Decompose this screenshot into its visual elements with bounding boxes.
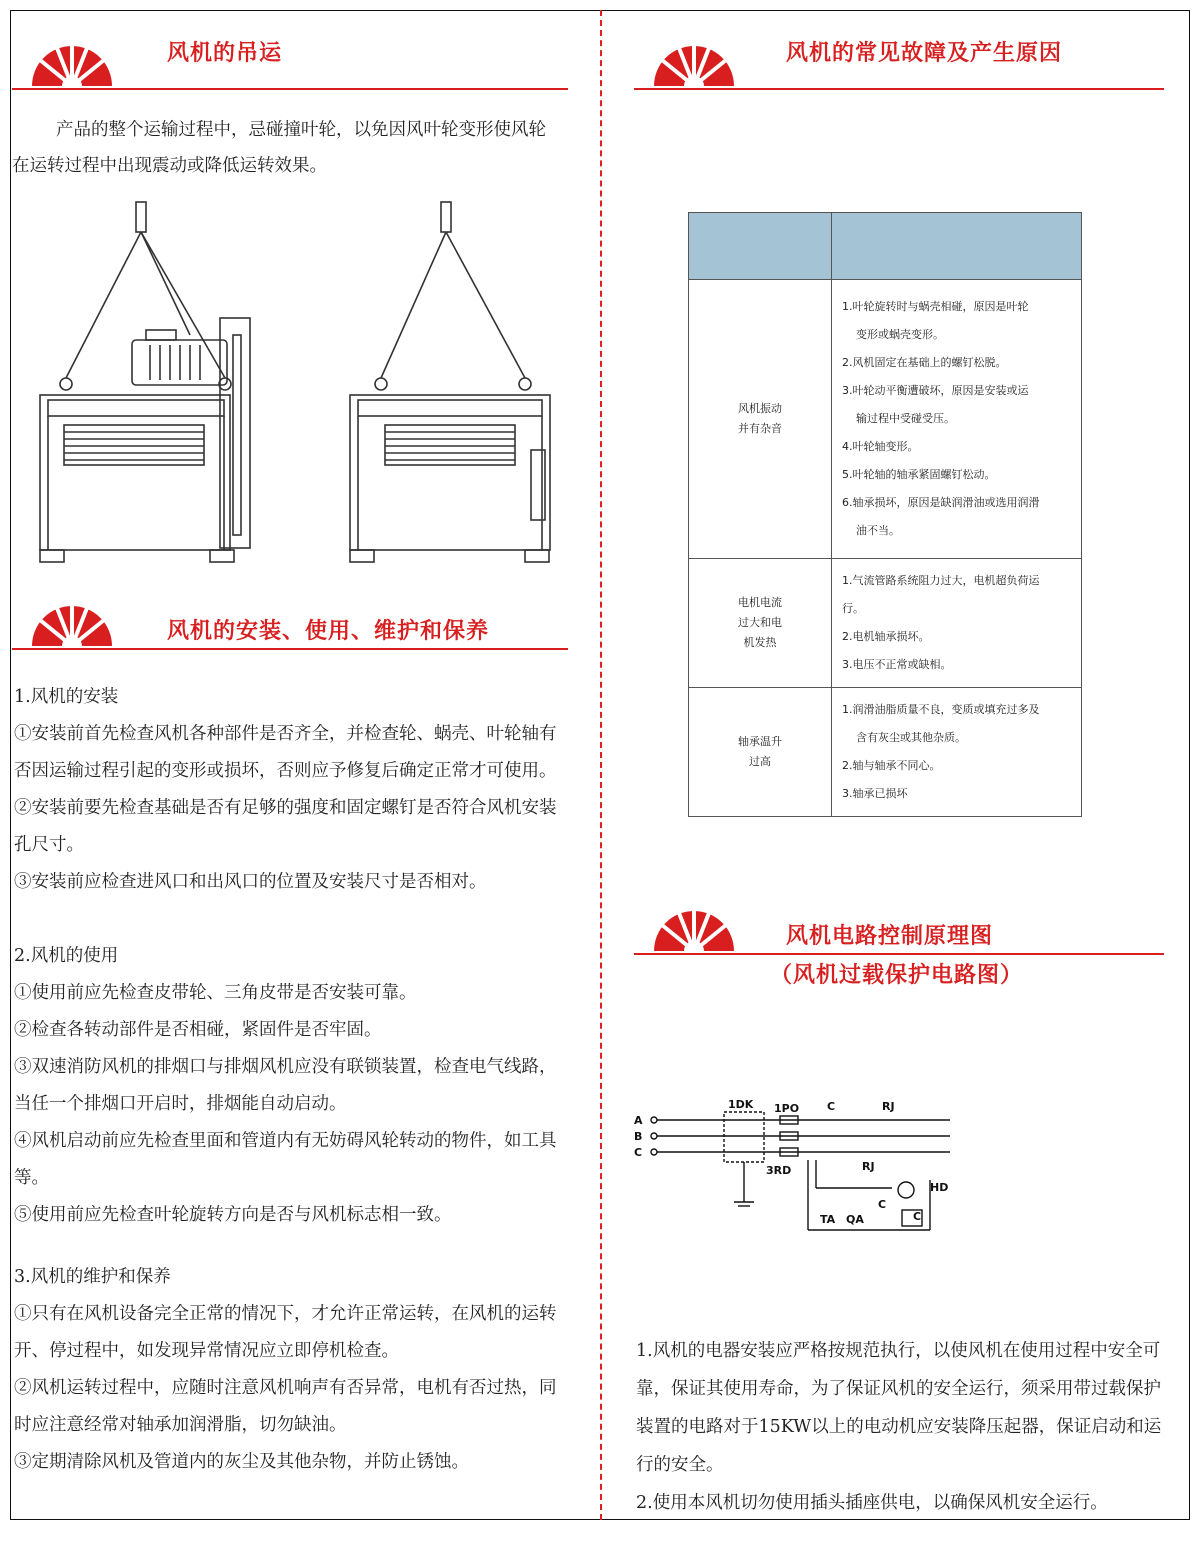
symptom-cell: 风机振动 并有杂音 [689, 280, 832, 559]
symptom-cell: 电机电流 过大和电 机发热 [689, 559, 832, 688]
section-title: 风机的常见故障及产生原因 [786, 41, 1063, 66]
list-item: ③双速消防风机的排烟口与排烟风机应没有联锁装置，检查电气线路，当任一个排烟口开启时，排烟能自动启动。 [14, 1057, 557, 1114]
list-item: ⑤使用前应先检查叶轮旋转方向是否与风机标志相一致。 [14, 1205, 452, 1225]
red-fan-logo-icon [634, 30, 754, 88]
install-text [14, 679, 562, 1481]
table-row [689, 280, 1082, 559]
circuit-label-1po: 1PO [774, 1102, 800, 1115]
section-rule [12, 88, 568, 90]
circuit-label-coil: C [913, 1210, 922, 1223]
list-item: ①只有在风机设备完全正常的情况下，才允许正常运转，在风机的运转开、停过程中，如发现异常情况应立即停机检查。 [14, 1304, 557, 1361]
table-row [689, 688, 1082, 817]
group-heading: 2.风机的使用 [14, 946, 119, 966]
section-header-hoisting [12, 30, 568, 90]
list-item: ④风机启动前应先检查里面和管道内有无妨碍风轮转动的物件，如工具等。 [14, 1131, 557, 1188]
note-item: 2.使用本风机切勿使用插头插座供电，以确保风机安全运行。 [636, 1493, 1108, 1513]
group-heading: 1.风机的安装 [14, 687, 119, 707]
causes-cell: 1.气流管路系统阻力过大，电机超负荷运 行。 2.电机轴承损坏。 3.电压不正常或缺相。 [832, 559, 1082, 688]
causes-cell: 1.叶轮旋转时与蜗壳相碰，原因是叶轮 变形或蜗壳变形。 2.风机固定在基础上的螺钉松脱。 3.叶轮动平衡遭破坏，原因是安装或运 输过程中受碰受压。 4.叶轮轴变形。 5.叶轮轴的轴承紧固螺钉松动。 6.轴承损坏，原因是缺润滑油或选用润滑 油不当。 [832, 280, 1082, 559]
circuit-label-3rd: 3RD [766, 1164, 792, 1177]
section-header-faults [634, 30, 1164, 90]
section-title: 风机电路控制原理图 [786, 924, 994, 949]
section-rule [634, 88, 1164, 90]
circuit-label-qa: QA [846, 1213, 864, 1226]
section-rule [634, 953, 1164, 955]
list-item: ①安装前首先检查风机各种部件是否齐全，并检查轮、蜗壳、叶轮轴有否因运输过程引起的变形或损坏，否则应予修复后确定正常才可使用。 [14, 724, 557, 781]
list-item: ②检查各转动部件是否相碰，紧固件是否牢固。 [14, 1020, 382, 1040]
table-header-row [689, 213, 1082, 280]
circuit-label-rj: RJ [882, 1100, 895, 1113]
circuit-label-a: A [634, 1114, 643, 1127]
circuit-label-rj-contact: RJ [862, 1160, 875, 1173]
circuit-label-c-contact: C [878, 1198, 887, 1211]
list-item: ②风机运转过程中，应随时注意风机响声有否异常，电机有否过热，同时应注意经常对轴承加润滑脂，切勿缺油。 [14, 1378, 557, 1435]
section-subtitle: （风机过载保护电路图） [770, 963, 1024, 988]
overload-protection-circuit-diagram [630, 1090, 950, 1250]
circuit-label-hd: HD [930, 1181, 949, 1194]
fan-hoisting-drawing-with-motor [30, 200, 270, 570]
list-item: ②安装前要先检查基础是否有足够的强度和固定螺钉是否符合风机安装孔尺寸。 [14, 798, 557, 855]
table-row [689, 559, 1082, 688]
list-item: ①使用前应先检查皮带轮、三角皮带是否安装可靠。 [14, 983, 417, 1003]
list-item: ③安装前应检查进风口和出风口的位置及安装尺寸是否相对。 [14, 872, 487, 892]
hoisting-text: 产品的整个运输过程中，忌碰撞叶轮，以免因风叶轮变形使风轮在运转过程中出现震动或降低运转效果。 [12, 120, 546, 176]
red-fan-logo-icon [634, 895, 754, 953]
fan-hoisting-drawing [345, 200, 575, 570]
group-heading: 3.风机的维护和保养 [14, 1267, 171, 1287]
red-fan-logo-icon [12, 30, 132, 88]
note-item: 1.风机的电器安装应严格按规范执行，以使风机在使用过程中安全可靠，保证其使用寿命，为了保证风机的安全运行，须采用带过载保护装置的电路对于15KW以上的电动机应安装降压起器，保证启动和运行的安全。 [636, 1341, 1162, 1475]
table-header-cell [689, 213, 832, 280]
red-fan-logo-icon [12, 590, 132, 648]
fault-table [688, 212, 1082, 817]
list-item: ③定期清除风机及管道内的灰尘及其他杂物，并防止锈蚀。 [14, 1452, 469, 1472]
circuit-label-c: C [634, 1146, 643, 1159]
symptom-cell: 轴承温升 过高 [689, 688, 832, 817]
circuit-notes [636, 1332, 1176, 1522]
table-header-cell [832, 213, 1082, 280]
circuit-label-1dk: 1DK [728, 1098, 754, 1111]
section-title: 风机的吊运 [167, 41, 283, 66]
section-rule [12, 648, 568, 650]
circuit-label-b: B [634, 1130, 643, 1143]
causes-cell: 1.润滑油脂质量不良，变质或填充过多及 含有灰尘或其他杂质。 2.轴与轴承不同心。 3.轴承已损坏 [832, 688, 1082, 817]
circuit-label-contactor: C [827, 1100, 836, 1113]
column-divider [600, 10, 602, 1520]
circuit-label-ta: TA [820, 1213, 836, 1226]
section-header-install [12, 590, 568, 650]
section-title: 风机的安装、使用、维护和保养 [167, 619, 490, 644]
section-header-circuit [634, 895, 1164, 955]
